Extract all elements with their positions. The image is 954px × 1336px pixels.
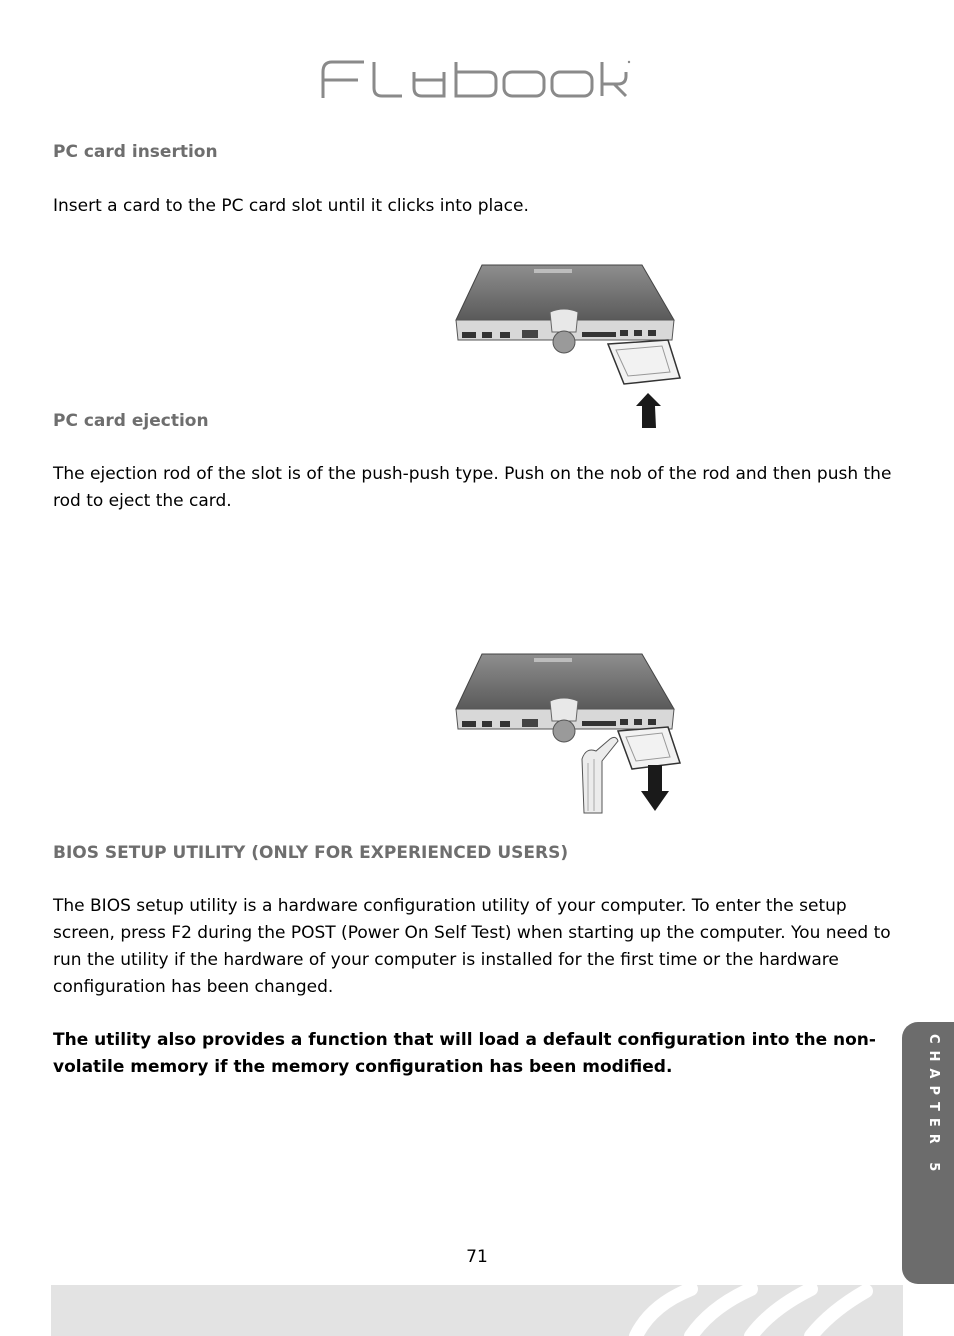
page-number: 71 [466,1247,488,1267]
insertion-paragraph: Insert a card to the PC card slot until it clicks into place. [53,196,529,216]
section-heading-insertion: PC card insertion [53,142,218,162]
swoosh-decoration [51,1285,903,1336]
card-insertion-illustration [452,262,682,432]
card-ejection-illustration [452,651,682,817]
section-heading-ejection: PC card ejection [53,411,209,431]
ejection-paragraph: The ejection rod of the slot is of the push-push type. Push on the nob of the rod and then push the rod to eject the card. [53,464,892,511]
section-heading-bios: BIOS SETUP UTILITY (ONLY FOR EXPERIENCED USERS) [53,843,569,863]
logo-wordmark: Flybook [318,58,322,59]
bios-note-paragraph: The utility also provides a function that will load a default configuration into the non-volatile memory if the memory configuration has been modified. [53,1030,876,1077]
bios-paragraph: The BIOS setup utility is a hardware configuration utility of your computer. To enter the setup screen, press F2 during the POST (Power On Self Test) when starting up the computer. You need to run the utility if the hardware of your computer is installed for the first time or the hardware configuration has been changed. [53,896,891,997]
footer-band [51,1285,903,1336]
chapter-label: CHAPTER 5 [926,1034,941,1179]
flybook-logo [318,58,633,100]
